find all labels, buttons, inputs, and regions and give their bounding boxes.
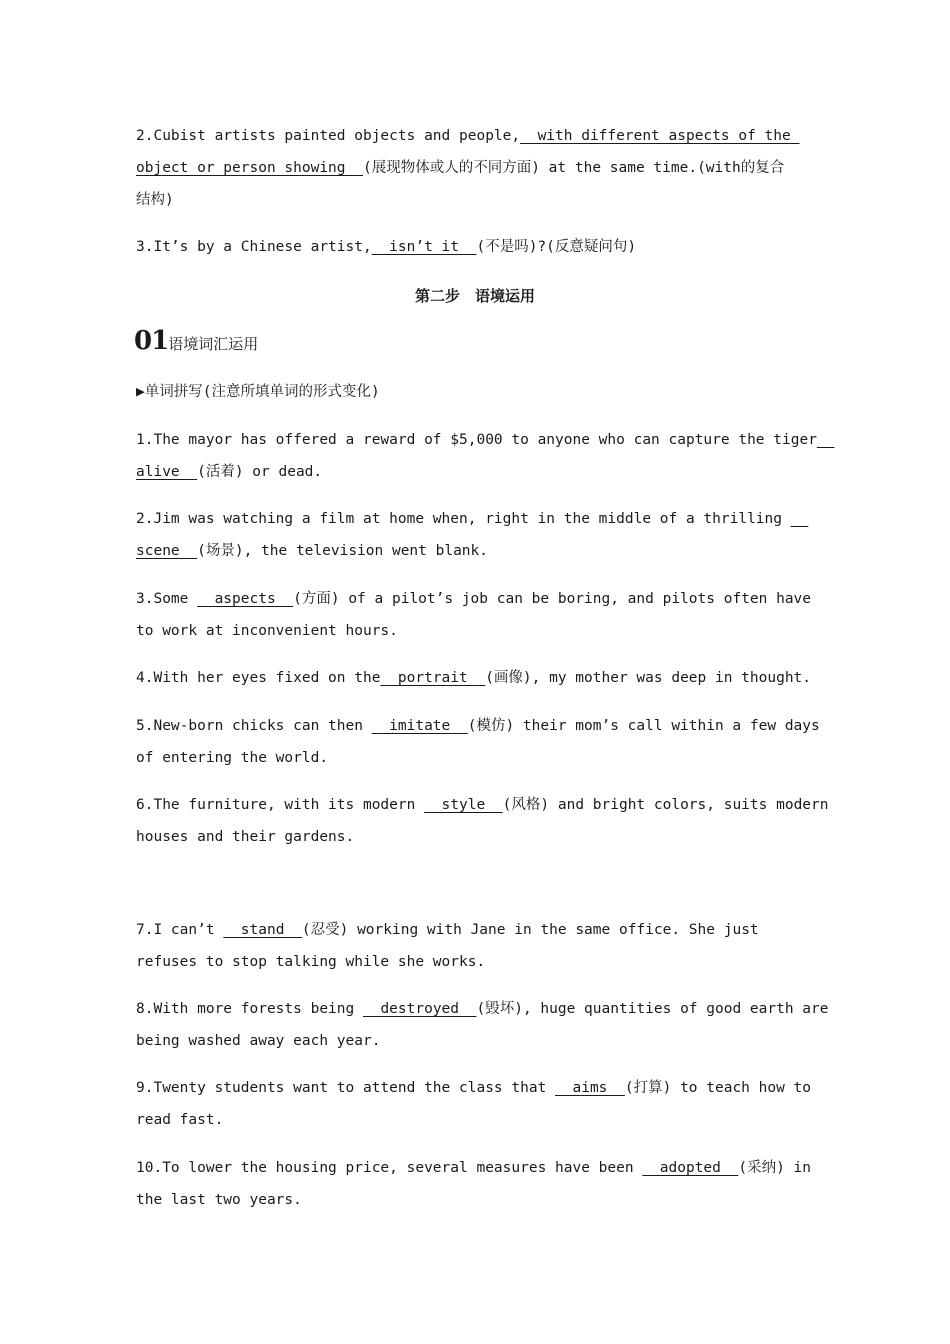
question-4-answer: portrait <box>380 670 486 686</box>
question-8-answer: destroyed <box>362 1001 477 1017</box>
question-1-text: 1.The mayor has offered a reward of $5,000 to anyone who can capture the tiger <box>136 432 817 448</box>
question-9-continuation: read fast. <box>136 1112 224 1128</box>
item-2-answer-part-2: object or person showing <box>136 160 363 176</box>
question-5-answer: imitate <box>371 718 468 734</box>
item-2-line-1 <box>136 126 799 146</box>
question-2-blank: __ <box>790 511 809 527</box>
question-5-line-2 <box>136 748 328 768</box>
question-6-line-1 <box>136 795 828 815</box>
question-2-line-2 <box>136 541 488 561</box>
item-2-text: 2.Cubist artists painted objects and people, <box>136 128 521 144</box>
question-6-text: 6.The furniture, with its modern <box>136 797 425 813</box>
question-2-line-1 <box>136 509 808 529</box>
question-5-text: 5.New-born chicks can then <box>136 718 372 734</box>
question-10-continuation: the last two years. <box>136 1192 302 1208</box>
item-3-line <box>136 237 636 257</box>
question-2-text: 2.Jim was watching a film at home when, right in the middle of a thrilling <box>136 511 791 527</box>
question-3-line-1 <box>136 589 811 609</box>
question-4-line-1 <box>136 668 811 688</box>
question-6-line-2 <box>136 827 354 847</box>
question-3-answer: aspects <box>197 591 294 607</box>
item-2-line-2 <box>136 158 784 178</box>
question-7-hint: (忍受) working with Jane in the same office. She just <box>301 922 759 938</box>
item-3-hint: (不是吗)?(反意疑问句) <box>476 239 637 255</box>
question-9-line-2 <box>136 1110 223 1130</box>
question-1-blank: __ <box>816 432 835 448</box>
section-label: 语境词汇运用 <box>168 335 259 353</box>
item-3-text: 3.It’s by a Chinese artist, <box>136 239 372 255</box>
item-2-hint: (展现物体或人的不同方面) at the same time.(with的复合 <box>362 160 785 176</box>
question-6-continuation: houses and their gardens. <box>136 829 355 845</box>
question-10-line-1 <box>136 1158 811 1178</box>
question-1-line-1 <box>136 430 834 450</box>
question-8-line-1 <box>136 999 829 1019</box>
question-9-text: 9.Twenty students want to attend the class that <box>136 1080 556 1096</box>
item-2-line-3 <box>136 190 174 210</box>
question-10-line-2 <box>136 1190 302 1210</box>
question-5-continuation: of entering the world. <box>136 750 329 766</box>
question-1-answer: alive <box>136 464 198 480</box>
question-7-continuation: refuses to stop talking while she works. <box>136 954 486 970</box>
question-8-continuation: being washed away each year. <box>136 1033 381 1049</box>
question-6-hint: (风格) and bright colors, suits modern <box>502 797 829 813</box>
question-9-hint: (打算) to teach how to <box>624 1080 812 1096</box>
question-2-hint: (场景), the television went blank. <box>197 543 489 559</box>
question-8-text: 8.With more forests being <box>136 1001 363 1017</box>
question-7-answer: stand <box>223 922 302 938</box>
question-3-text: 3.Some <box>136 591 198 607</box>
section-title <box>134 326 258 356</box>
question-10-text: 10.To lower the housing price, several measures have been <box>136 1160 643 1176</box>
question-3-hint: (方面) of a pilot’s job can be boring, and pilots often have <box>293 591 812 607</box>
subheading: ▶单词拼写(注意所填单词的形式变化) <box>136 384 380 400</box>
item-2-answer-part-1: with different aspects of the <box>520 128 800 144</box>
section-number: 01 <box>134 326 169 356</box>
question-8-line-2 <box>136 1031 380 1051</box>
question-5-line-1 <box>136 716 820 736</box>
item-2-note: 结构) <box>136 192 174 208</box>
question-1-hint: (活着) or dead. <box>197 464 323 480</box>
step-heading: 第二步 语境运用 <box>414 287 535 305</box>
question-7-text: 7.I can’t <box>136 922 224 938</box>
question-2-answer: scene <box>136 543 198 559</box>
question-9-answer: aims <box>555 1080 625 1096</box>
question-3-line-2 <box>136 621 398 641</box>
question-7-line-2 <box>136 952 485 972</box>
question-8-hint: (毁坏), huge quantities of good earth are <box>476 1001 829 1017</box>
item-3-answer: isn’t it <box>371 239 477 255</box>
question-10-answer: adopted <box>642 1160 739 1176</box>
question-7-line-1 <box>136 920 759 940</box>
question-10-hint: (采纳) in <box>738 1160 812 1176</box>
question-9-line-1 <box>136 1078 811 1098</box>
question-3-continuation: to work at inconvenient hours. <box>136 623 398 639</box>
question-5-hint: (模仿) their mom’s call within a few days <box>467 718 820 734</box>
question-4-text: 4.With her eyes fixed on the <box>136 670 381 686</box>
question-1-line-2 <box>136 462 322 482</box>
question-4-hint: (画像), my mother was deep in thought. <box>485 670 812 686</box>
question-6-answer: style <box>424 797 503 813</box>
